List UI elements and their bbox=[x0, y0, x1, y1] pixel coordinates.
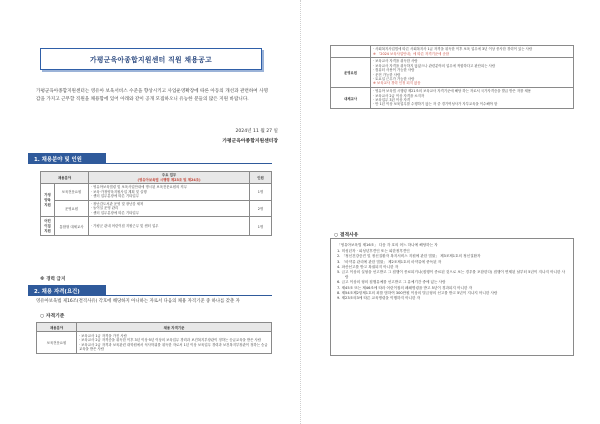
disqualification-item: 5. 금고 이상의 실형을 선고받고 그 집행이 종료되거나(집행이 종료된 것으로 보는 경우를 포함한다) 집행이 면제된 날부터 5년이 지나지 아니한 사람 bbox=[337, 270, 566, 280]
table-row bbox=[331, 46, 574, 58]
duties-cell: · 영유아보육법령 및 보육사업안내에 명시된 보육전문요원의 직무 · 보육·가정양육지원사업 계획 및 실행 · 센터 업무분장에 따른 기타업무 bbox=[89, 184, 250, 201]
disqualification-box bbox=[330, 238, 574, 356]
table-row bbox=[41, 200, 272, 217]
table-row bbox=[331, 58, 574, 88]
criteria-item: · 토요일 근무가 가능한 사람 bbox=[373, 77, 415, 81]
role-cell: 대체교사 bbox=[331, 88, 371, 109]
disqualification-lead: 「영유아보육법 제16조」 다음 각 호의 어느 하나에 해당하는 자 bbox=[337, 243, 438, 247]
notice-date: 2024년 11 월 27 일 bbox=[235, 129, 278, 134]
disqualification-item: 3. 「마약류 관리에 관한 법률」 제2조제1호의 마약류에 중독된 자 bbox=[337, 259, 442, 264]
category-cell: 가정 양육지원 bbox=[41, 184, 55, 217]
criteria-item: ※ 「2024 보육사업안내」에 따른 자격기준에 준함 bbox=[373, 51, 450, 56]
disqualification-list bbox=[337, 249, 567, 301]
org-signature: 가평군육아종합지원센터장 bbox=[222, 139, 278, 144]
criteria-item: · 컴퓨터 사용이 가능한 사람 bbox=[373, 68, 415, 73]
career-note: ※ 경력 급지 bbox=[40, 277, 66, 282]
col-header-count: 인원 bbox=[250, 172, 272, 184]
notice-title: 가평군육아종합지원센터 직원 채용공고 bbox=[89, 56, 213, 64]
section-title-2: 2. 채용 자격(요건) bbox=[34, 288, 80, 295]
duties-cell: · 가평군 관내 어린이집 지원근무 및 센터 업무 bbox=[89, 217, 250, 235]
sub-cell: 통합형 대체교사 bbox=[55, 217, 89, 235]
criteria-cell bbox=[371, 88, 574, 109]
criteria-item: · 보육교사 2급 이상 자격을 소지자 bbox=[373, 93, 425, 98]
disqualification-heading: ○ 결격사유 bbox=[334, 233, 359, 238]
disqualification-item: 7. 제45조 또는 제46조에 따라 어린이집의 폐쇄명령을 받고 5년이 경과되지 아니한 자 bbox=[337, 285, 473, 290]
col-header-duties: 주요 업무 (영유아보육법 시행령 제23조 및 제24조) bbox=[89, 172, 250, 184]
criteria-item: · 사회복지사업법에 따른 사회복지사 1급 자격을 취득한 이후 보육 업무에 3년 이상 종사한 경력이 있는 사람 bbox=[373, 47, 533, 52]
criteria-table-continued bbox=[330, 45, 574, 109]
disqualification-item: 9. 제23조의3에 따른 교육명령을 이행하지 아니한 자 bbox=[337, 296, 421, 301]
sub-cell: 보육전문요원 bbox=[55, 184, 89, 201]
duties-cell: · 장난감도서관 운영 및 장난감 세척 · 놀이실 운영 관리 · 센터 업무분장에 따른 기타업무 bbox=[89, 200, 250, 217]
role-cell: 보육전문요원 bbox=[37, 332, 77, 354]
criteria-item: · 보육교사 자격을 취득한 사람 bbox=[373, 59, 418, 64]
table-row bbox=[37, 332, 272, 354]
section-title-1: 1. 채용분야 및 인원 bbox=[34, 156, 82, 163]
count-cell: 1명 bbox=[250, 217, 272, 235]
count-cell: 1명 bbox=[250, 184, 272, 201]
disqualification-item: 8. 제54조제2항제1호의 죄를 범하여 300만원 이상의 벌금형의 선고를 받고 5년이 지나지 아니한 사람 bbox=[337, 290, 498, 295]
recruitment-table bbox=[40, 171, 272, 236]
qualification-intro: 영유아보육법 제16조(결격사유) 각호에 해당하지 아니하는 자로서 다음의 채용 자격기준 중 하나를 갖춘 자 bbox=[36, 299, 240, 304]
table-row bbox=[41, 217, 272, 235]
table-row bbox=[41, 184, 272, 201]
sub-cell: 운영요원 bbox=[55, 200, 89, 217]
table-row bbox=[331, 88, 574, 109]
col-header-field: 채용분야 bbox=[37, 323, 77, 332]
criteria-item: · 만 1년 이상 보육업무를 수행하기 않는 자 중 경기여성사가 자부교육을 이수해야 함 bbox=[373, 102, 498, 107]
section-header-recruitment bbox=[28, 153, 272, 164]
criteria-item: · 보육업무 3년 이상 자격 bbox=[373, 98, 411, 102]
role-cell bbox=[331, 46, 371, 58]
disqualification-item: 2. 「정신건강증진 및 정신질환자 복지서비스 지원에 관한 법률」 제3조제1호의 정신질환자 bbox=[337, 254, 481, 259]
role-cell: 운영요원 bbox=[331, 58, 371, 88]
criteria-item: · 보육교사 자격을 취득하지 않았으나 관련분야의 업무에 적합하다고 판단되는 사람 bbox=[373, 63, 496, 68]
criteria-item: · 운전 가능한 사람 bbox=[373, 72, 401, 77]
criteria-cell bbox=[371, 46, 574, 58]
criteria-item: · 영유아 보육법 시행령 제21조의 보육교사 자격기준에 해당 하는 자로서 국가자격증을 발급 받은 자를 채용 bbox=[373, 89, 532, 94]
col-header-criteria: 채용 자격기준 bbox=[77, 323, 272, 332]
intro-paragraph: 가평군육아종합지원센터는 영유아 보육서비스 수준을 향상시키고 사업운영확장에 따른 아동의 개선과 관련하여 사명감을 가지고 근무할 직원을 채용함에 있어 아래와 같이 공개 모집하오니 유능한 분들의 많은 지원 바랍니다. bbox=[36, 89, 269, 103]
criteria-item: ※ 보육교사 경력 인정 되지 않음 bbox=[373, 81, 421, 86]
disqualification-item: 4. 파산선고를 받고 복권되지 아니한 자 bbox=[337, 264, 399, 269]
duties-law-ref: (영유아보육법 시행령 제23조 및 제24조) bbox=[137, 177, 201, 182]
section-header-qualifications bbox=[28, 285, 272, 296]
notice-title-box bbox=[40, 48, 262, 70]
criteria-table bbox=[36, 322, 272, 354]
criteria-subheading: ○ 자격기준 bbox=[40, 314, 65, 319]
count-cell: 2명 bbox=[250, 200, 272, 217]
category-cell: 어린이집 지원 bbox=[41, 217, 55, 235]
disqualification-item: 1. 미성년자 · 피성년후견인 또는 피한정후견인 bbox=[337, 249, 410, 254]
disqualification-item: 6. 금고 이상의 형의 집행유예를 선고받고 그 유예기간 중에 있는 사람 bbox=[337, 280, 446, 285]
col-header-field: 채용분야 bbox=[41, 172, 89, 184]
criteria-cell bbox=[371, 58, 574, 88]
criteria-cell: · 보육교사 1급 자격을 가진 사람 · 보육교사 2급 자격증을 취득한 이후 3년 이상·5년 이상의 보육업무 경력과 보건복지부장관이 정하는 승급교육을 받은 사람 · 보육교사 2급 자격과 보육관련 대학원에서 석사학위를 취득한 자로서 1년 이상 보육업무 경력과 보건복지부장관이 정하는 승급교육을 받은 사람 bbox=[77, 332, 272, 354]
